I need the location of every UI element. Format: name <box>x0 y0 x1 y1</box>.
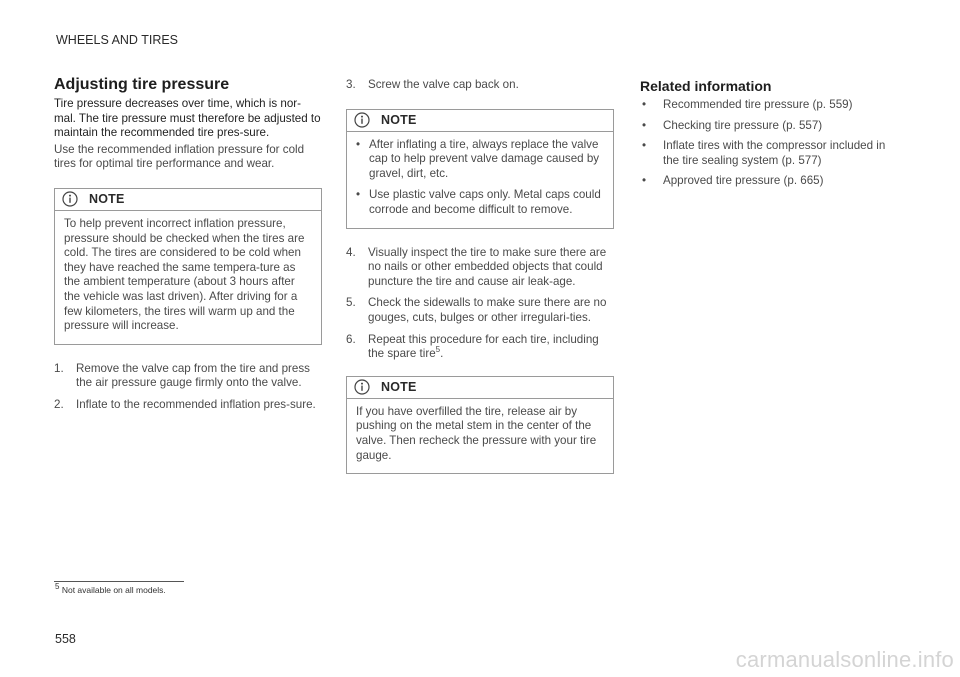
related-link[interactable]: • Recommended tire pressure (p. 559) <box>640 98 902 113</box>
step-text-end: . <box>440 347 444 361</box>
step-number: 2. <box>54 397 64 411</box>
related-link[interactable]: • Approved tire pressure (p. 665) <box>640 174 902 189</box>
note-body <box>347 132 613 228</box>
lead-paragraph: Tire pressure decreases over time, which is nor-mal. The tire pressure must therefore be adjusted to maintain the recommended tire pres-sure. <box>54 97 321 140</box>
note-box <box>346 376 614 474</box>
step-text: Inflate to the recommended inflation pres-sure. <box>76 397 316 411</box>
watermark: carmanualsonline.info <box>735 647 954 672</box>
footnote-divider <box>54 581 184 582</box>
step-number: 3. <box>346 78 356 91</box>
step-item <box>54 398 322 413</box>
note-text: If you have overfilled the tire, release air by pushing on the metal stem in the center of the valve. Then recheck the pressure with your tire gauge. <box>356 404 597 462</box>
related-links-list <box>640 98 902 189</box>
info-circle-icon <box>354 379 370 395</box>
related-link[interactable]: • Checking tire pressure (p. 557) <box>640 119 902 134</box>
step-text: Remove the valve cap from the tire and press the air pressure gauge firmly onto the valve. <box>76 361 310 390</box>
note-box <box>346 109 614 229</box>
note-title: NOTE <box>381 113 417 128</box>
note-bullet: • After inflating a tire, always replace the valve cap to help prevent valve damage caused by gravel, dirt, etc. <box>356 138 603 182</box>
footnote-text: Not available on all models. <box>61 585 166 595</box>
section-header: WHEELS AND TIRES <box>56 33 179 47</box>
step-number: 1. <box>54 361 64 375</box>
note-bullet: • Use plastic valve caps only. Metal caps could corrode and become difficult to remove. <box>356 188 603 217</box>
step-text: Check the sidewalls to make sure there are no gouges, cuts, bulges or other irregulari-ties. <box>368 296 607 324</box>
note-header <box>347 110 613 132</box>
step-number: 5. <box>346 296 356 310</box>
step-text: Screw the valve cap back on. <box>368 78 519 91</box>
note-header <box>347 377 613 399</box>
steps-list <box>54 362 322 413</box>
column-1 <box>54 76 322 420</box>
footnote-reference: 5 <box>435 345 441 355</box>
body-paragraph: Use the recommended inflation pressure for cold tires for optimal tire performance and wear. <box>54 142 305 171</box>
step-text: Visually inspect the tire to make sure there are no nails or other embedded objects that could puncture the tire and cause air leak-age. <box>368 245 607 288</box>
note-header <box>55 189 321 211</box>
note-box <box>54 188 322 345</box>
step-item <box>346 296 614 325</box>
info-circle-icon <box>354 112 370 128</box>
step-number: 4. <box>346 245 356 259</box>
step-item <box>346 333 614 362</box>
step-item <box>54 362 322 391</box>
footnote <box>55 582 166 595</box>
steps-list <box>346 78 614 93</box>
column-2 <box>346 76 614 474</box>
step-item <box>346 78 614 93</box>
note-text: To help prevent incorrect inflation pressure, pressure should be checked when the tires are cold. The tires are considered to be cold when they have reached the same tempera-ture as the ambient temperature (about 3 hours after the vehicle was last driven). After driving for a few kilometers, the tires will warm up and the pressure will increase. <box>64 216 305 333</box>
note-title: NOTE <box>381 380 417 395</box>
info-circle-icon <box>62 191 78 207</box>
related-link[interactable]: • Inflate tires with the compressor included in the tire sealing system (p. 577) <box>640 139 902 168</box>
page-number: 558 <box>55 632 76 646</box>
note-title: NOTE <box>89 192 125 207</box>
related-information-title: Related information <box>640 78 772 94</box>
note-bullets <box>356 138 603 218</box>
footnote-mark: 5 <box>55 582 60 592</box>
step-text: Repeat this procedure for each tire, including the spare tire <box>368 332 599 361</box>
step-number: 6. <box>346 332 356 346</box>
steps-list <box>346 246 614 362</box>
step-item <box>346 246 614 290</box>
step-text-wrapper <box>368 333 614 362</box>
column-3 <box>640 76 902 195</box>
page-title: Adjusting tire pressure <box>54 76 230 93</box>
